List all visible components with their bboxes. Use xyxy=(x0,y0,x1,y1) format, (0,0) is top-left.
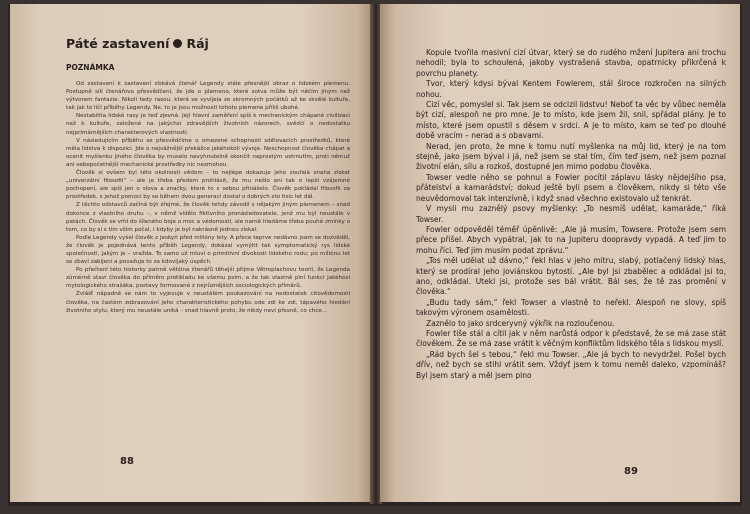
paragraph: „Budu tady sám,“ řekl Towser a vlastně to neřekl. Alespoň ne slovy, spíš takovým výronem osamělosti. xyxy=(416,297,726,318)
bullet-icon xyxy=(173,39,182,48)
paragraph: Nestabilita lidské rasy je teď zjevná. Její hlavní zaměření spíš k mechanickým chápané civilizaci než k kultuře, založené na jakýchsi zdravějších životních názorech, svědčí o nedostatku nejprimárnějších charakterových vlastností. xyxy=(66,113,350,136)
page-number: 88 xyxy=(120,456,134,467)
paragraph: Towser vedle něho se pohnul a Fowler pocítil záplavu lásky nějdejšího psa, přátelství a kamarádství; dokud ještě byli psem a člověkem, nikdy si této vše neuvědomoval tak intenzívně, i když snad všechno existovalo už tenkrát. xyxy=(416,172,726,203)
paragraph: Nerad, jen proto, že mne k tomu nutí myšlenka na můj lid, který je na tom stejně, jako jsem býval i já, než jsem se stal tím, čím teď jsem, než jsem poznal životní elán, sílu a rozkoš, dostupné jen mimo podobu člověka. xyxy=(416,141,726,172)
chapter-title-end: Ráj xyxy=(186,36,209,51)
paragraph: Od zastavení k zastavení získává čtenář Legendy stále přesnější obraz o lidském plemenu. Postupně sílí čtenářovo přesvědčení, že jde o plemeno, které sotva může být něčím jiným než výtvorem fantazie. Nikoli tedy rasou, která se vyvíjela ze skromných počátků až ke skvělé kultuře, tak jak to líčí příběhy Legendy. Ne, to je jsou možnosti tohoto plemene příliš ubohé. xyxy=(66,81,350,112)
book-spread xyxy=(8,4,742,506)
paragraph: „Rád bych šel s tebou,“ řekl mu Towser. „Ale já bych to nevydržel. Pošel bych dřív, než bych se stihl vrátit sem. Vždyť jsem k tomu neměl daleko, vzpomínáš? Byl jsem starý a měl jsem plno xyxy=(416,349,726,380)
paragraph: Zaznělo to jako srdceryvný výkřik na rozloučenou. xyxy=(426,318,615,328)
paragraph: Fowler odpověděl téměř úpěnlivě: „Ale já musím, Towsere. Protože jsem sem přece přišel. Abych vypátral, jak to na Jupiteru doopravdy vypadá. A teď jim to mohu říci. Teď jim musím podat zprávu.“ xyxy=(416,224,726,255)
paragraph: V následujícím příběhu se přesvědčíme o omezené schopnosti sdělovacích prostředků, které měla lidstva k dispozici. Jde o nejvážnější překážce jakéhokoli vývoje. Neschopnost člověka chápat a ocenit myšlenku jiného člověka by muselo nevyhnutelně skončit naprostým ustrnutím, proti němuž ani sebepočetnější mechanické prostředky nic nezmohou. xyxy=(66,137,350,168)
paragraph: Zvlášť nápadně se nám to vyjevuje v neustálém poukazování na nedostatek citovědomosti člověka, na častém zobrazování jeho charakteristického pohybu ode zdi ke zdi, tápavého hledání životního stylu, který mu neustále uniká – snad hlavně proto, že nikdy neví přesně, co chce... xyxy=(66,291,350,314)
chapter-title xyxy=(66,36,350,51)
paragraph: Po přečtení této historky patrně většina čtenářů těhejší přijme Větroplachovu teorii, že Legenda zúmérně staví člověka do příměro protikladu ke všemu psím, a že tak vlastně plní funkci jakéhosi mytologického strašáka, postavy formované z nejrůznějších sociologických příměrů. xyxy=(66,267,350,290)
paragraph: Cizí věc, pomyslel si. Tak jsem se odcizil lidstvu! Neboť ta věc by vůbec neměla být cizí, alespoň ne pro mne. Je to místo, kde jsem žil, snil, spřádal plány. Je to místo, které jsem opustil s děsem v srdci. A je to místo, kam se teď po dlouhé době vracím – nerad a s obavami. xyxy=(416,100,726,141)
page-number: 89 xyxy=(624,466,638,477)
note-body xyxy=(66,80,350,315)
paragraph: Kopule tvořila masivní cizí útvar, který se do rudého mžení Jupitera ani trochu nehodil; byla to schoulená, jakoby vystrašená stavba, opatrnicky přikrčená k povrchu planety. xyxy=(416,48,726,78)
left-page xyxy=(10,4,372,502)
right-page xyxy=(380,4,740,502)
paragraph: Z těchto odstavců začíná být zřejmé, že člověk tehdy závodil s nějakým jiným plemenem – snad dokonce z vlastního druhu –, v němž vidělo fiktivního pronásledovatele, jenž mu byl neustále v patách. Člověk se vrhl do šíleného boje o moc a védomosti, ale narně hledáme třeba pouhé zmínky o tom, co by si s tím vším počal, i kdyby je byl nakrásně jednou získal. xyxy=(66,202,350,233)
paragraph: Člověk si ovšem byl této okolnosti vědom – to nejlépe dokazuje jeho zoufalá snaha získat „univerzální filosofii“ – ale je třeba předem prohlásit, že mu nešlo ani tak o lepší vzájemné pochopení, ale spíš jen o slova a značky, které to s sebou přinášelo. Člověk pokládal filosofii za prostředek, s jehož pomocí by se během dvou generací dostal o dobrých sto tisíc let dál. xyxy=(66,170,350,201)
paragraph: „Tos měl udělat už dávno,“ řekl hlas v jeho mitru, slabý, potlačený lidský hlas, který se prodíral jeho joviánskou bytostí. „Ale byl jsi zbabělec a odkládal jsi to, ano, odkládal. Utekl jsi, protože ses bál vrátit. Bál ses, že tě zas promění v člověka.“ xyxy=(416,256,726,297)
section-label: POZNÁMKA xyxy=(66,63,115,72)
paragraph: Fowler tiše stál a cítil jak v něm narůstá odpor k představě, že se má zase stát člověkem. Že se má zase vrátit k věčným konfliktům lidského těla s lidskou myslí. xyxy=(416,328,726,349)
paragraph: Tvor, který kdysi býval Kentem Fowlerem, stál široce rozkročen na silných nohou. xyxy=(416,79,726,99)
paragraph: V mysli mu zaznělý psovy myšlenky: „To nesmíš udělat, kamaráde,“ říká Towser. xyxy=(416,204,726,224)
paragraph: Podle Legendy vyšel člověk z jeskyň před milióny lety. A přece teprve nedávno jsem se dozvěděl, že člověk je pojednává tento příběh Legendy, dokázal vymýtit tak symptomatický rys lidské společnosti, jakým je – vražda. To samo už mluví o primitivní divokosti lidského rodu; po miliónu let se zbaví zabíjení a považuje to za kdovíjaký úspěch. xyxy=(66,234,350,266)
chapter-title-text: Páté zastavení xyxy=(66,36,170,51)
story-body xyxy=(416,48,726,381)
